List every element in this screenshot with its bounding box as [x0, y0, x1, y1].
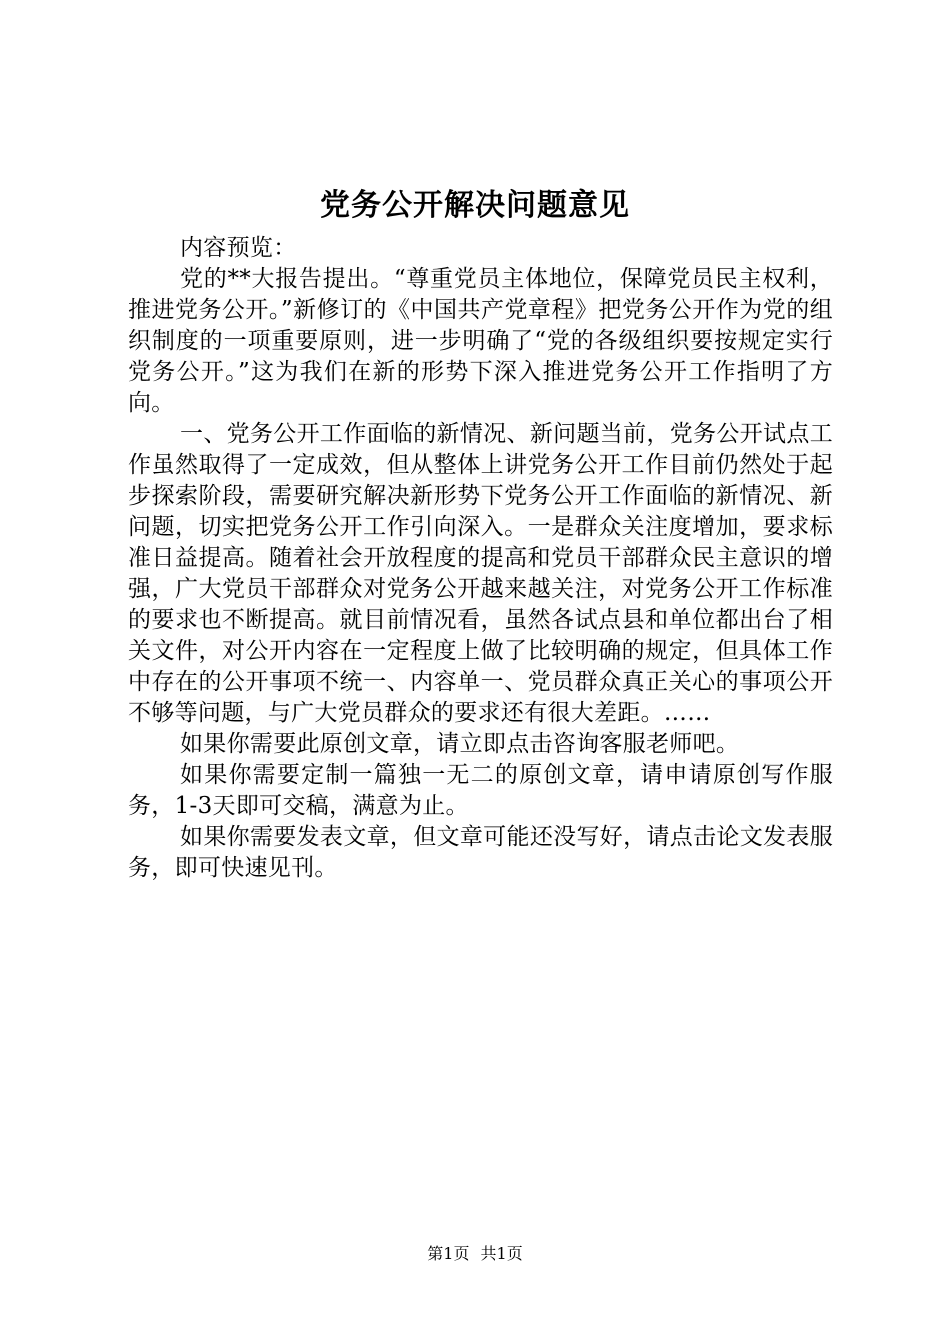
document-body: [128, 233, 833, 884]
preview-label: 内容预览：: [180, 235, 297, 261]
paragraph-section-one: 一、党务公开工作面临的新情况、新问题当前，党务公开试点工作虽然取得了一定成效，但从整体上讲党务公开工作目前仍然处于起步探索阶段，需要研究解决新形势下党务公开工作面临的新情况、新问题，切实把党务公开工作引向深入。一是群众关注度增加，要求标准日益提高。随着社会开放程度的提高和党员干部群众民主意识的增强，广大党员干部群众对党务公开越来越关注，对党务公开工作标准的要求也不断提高。就目前情况看，虽然各试点县和单位都出台了相关文件，对公开内容在一定程度上做了比较明确的规定，但具体工作中存在的公开事项不统一、内容单一、党员群众真正关心的事项公开不够等问题，与广大党员群众的要求还有很大差距。……: [128, 421, 833, 726]
page-footer: [0, 1242, 950, 1266]
paragraph-publish-service: 如果你需要发表文章，但文章可能还没写好，请点击论文发表服务，即可快速见刊。: [128, 824, 833, 881]
document-title: 党务公开解决问题意见: [320, 188, 630, 223]
paragraph-intro: 党的**大报告提出。“尊重党员主体地位，保障党员民主权利，推进党务公开。”新修订的《中国共产党章程》把党务公开作为党的组织制度的一项重要原则，进一步明确了“党的各级组织要按规定实行党务公开。”这为我们在新的形势下深入推进党务公开工作指明了方向。: [128, 266, 833, 416]
page-total: 共1页: [480, 1244, 523, 1263]
paragraph-custom-writing: 如果你需要定制一篇独一无二的原创文章，请申请原创写作服务，1-3天即可交稿，满意为止。: [128, 762, 833, 819]
paragraph-consult-service: 如果你需要此原创文章，请立即点击咨询客服老师吧。: [180, 731, 740, 757]
page-number: 第1页: [427, 1244, 470, 1263]
